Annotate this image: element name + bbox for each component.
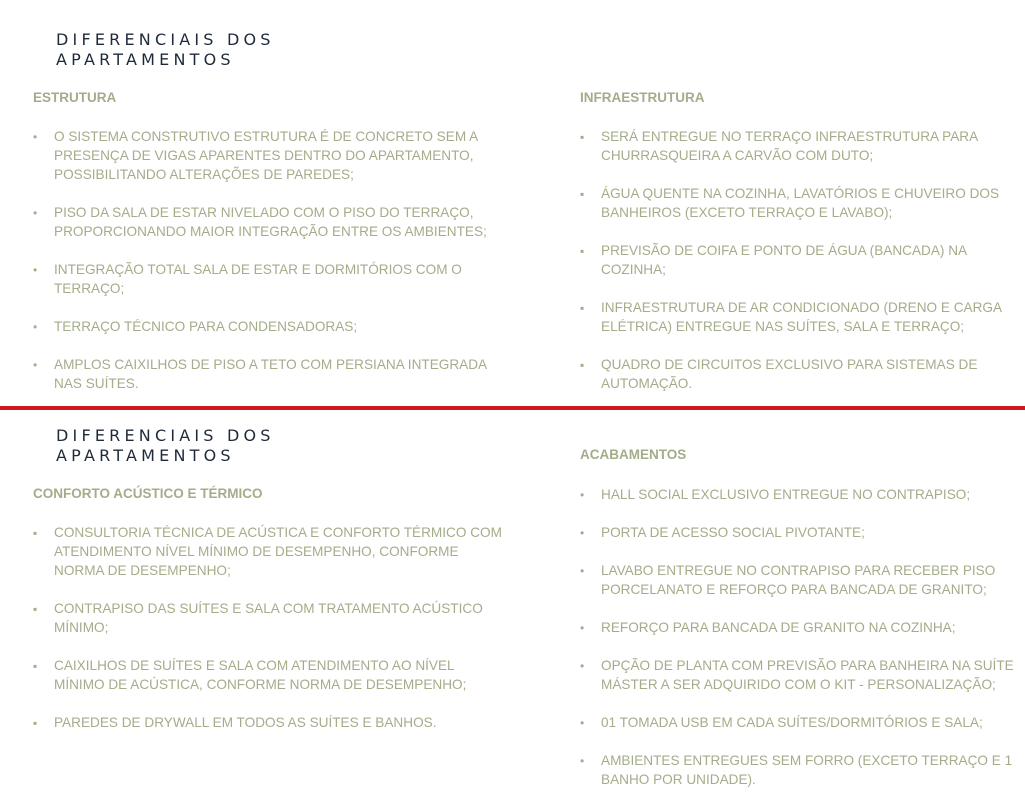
list-item-line: PRESENÇA DE VIGAS APARENTES DENTRO DO APARTAMENTO,: [54, 148, 474, 163]
list-item-line: AMPLOS CAIXILHOS DE PISO A TETO COM PERSIANA INTEGRADA: [54, 357, 488, 372]
list-item-line: MÍNIMO DE ACÚSTICA, CONFORME NORMA DE DESEMPENHO;: [54, 677, 467, 692]
list-item-line: NORMA DE DESEMPENHO;: [54, 563, 231, 578]
bullet-icon: [33, 203, 54, 223]
bullet-icon: [580, 485, 601, 505]
list-item-line: 01 TOMADA USB EM CADA SUÍTES/DORMITÓRIOS E SALA;: [601, 715, 983, 730]
list-item-line: ELÉTRICA) ENTREGUE NAS SUÍTES, SALA E TERRAÇO;: [601, 319, 965, 334]
list-item: [580, 485, 1014, 504]
list-item: [580, 561, 1014, 599]
list-item-line: INFRAESTRUTURA DE AR CONDICIONADO (DRENO E CARGA: [601, 300, 1003, 315]
section-divider: [0, 406, 1025, 410]
bullet-icon: [580, 751, 601, 771]
list-item-line: NAS SUÍTES.: [54, 376, 139, 391]
list-item-line: PREVISÃO DE COIFA E PONTO DE ÁGUA (BANCADA) NA: [601, 243, 968, 258]
list-item-line: CAIXILHOS DE SUÍTES E SALA COM ATENDIMENTO AO NÍVEL: [54, 658, 455, 673]
list-item: [580, 618, 1014, 637]
list-item: [33, 523, 502, 580]
list-item-line: HALL SOCIAL EXCLUSIVO ENTREGUE NO CONTRAPISO;: [601, 487, 971, 502]
section-heading-infraestrutura: INFRAESTRUTURA: [580, 90, 705, 105]
list-item-line: PORCELANATO E REFORÇO PARA BANCADA DE GRANITO;: [601, 582, 987, 597]
list-item-line: CHURRASQUEIRA A CARVÃO COM DUTO;: [601, 148, 874, 163]
bullet-icon: [580, 561, 601, 581]
list-item: [580, 656, 1014, 694]
list-item: [580, 298, 1002, 336]
list-item: [33, 656, 502, 694]
list-item-line: ÁGUA QUENTE NA COZINHA, LAVATÓRIOS E CHUVEIRO DOS: [601, 186, 1000, 201]
list-item-line: O SISTEMA CONSTRUTIVO ESTRUTURA É DE CONCRETO SEM A: [54, 129, 479, 144]
bullet-icon: [580, 523, 601, 543]
bullet-icon: [580, 127, 601, 147]
list-item-line: PORTA DE ACESSO SOCIAL PIVOTANTE;: [601, 525, 865, 540]
list-item: [580, 184, 1002, 222]
bullet-icon: [580, 298, 601, 318]
list-item-line: SERÁ ENTREGUE NO TERRAÇO INFRAESTRUTURA PARA: [601, 129, 979, 144]
bullet-icon: [33, 355, 54, 375]
list-acabamentos: [580, 485, 1014, 789]
list-item: [580, 751, 1014, 789]
list-item-line: MÍNIMO;: [54, 620, 109, 635]
list-item-line: CONTRAPISO DAS SUÍTES E SALA COM TRATAMENTO ACÚSTICO: [54, 601, 483, 616]
list-item: [580, 127, 1002, 165]
list-item-line: BANHO POR UNIDADE).: [601, 772, 756, 787]
list-item-line: COZINHA;: [601, 262, 666, 277]
list-item: [33, 203, 487, 241]
list-item-line: POSSIBILITANDO ALTERAÇÕES DE PAREDES;: [54, 167, 354, 182]
bullet-icon: [33, 260, 54, 280]
list-item-line: TERRAÇO TÉCNICO PARA CONDENSADORAS;: [54, 319, 358, 334]
list-infraestrutura: [580, 127, 1002, 393]
list-conforto: [33, 523, 502, 732]
list-item: [33, 260, 487, 298]
section-heading-estrutura: ESTRUTURA: [33, 90, 117, 105]
bullet-icon: [580, 713, 601, 733]
bullet-icon: [580, 618, 601, 638]
list-item: [580, 523, 1014, 542]
list-item-line: CONSULTORIA TÉCNICA DE ACÚSTICA E CONFORTO TÉRMICO COM: [54, 525, 502, 540]
section-heading-conforto: CONFORTO ACÚSTICO E TÉRMICO: [33, 486, 263, 501]
list-item-line: INTEGRAÇÃO TOTAL SALA DE ESTAR E DORMITÓRIOS COM O: [54, 262, 462, 277]
bullet-icon: [580, 355, 601, 375]
list-item: [33, 599, 502, 637]
bullet-icon: [580, 656, 601, 676]
bullet-icon: [33, 127, 54, 147]
list-item-line: PAREDES DE DRYWALL EM TODOS AS SUÍTES E BANHOS.: [54, 715, 437, 730]
list-item: [33, 127, 487, 184]
page-title: [56, 30, 275, 70]
list-item: [33, 713, 502, 732]
list-item-line: MÁSTER A SER ADQUIRIDO COM O KIT - PERSONALIZAÇÃO;: [601, 677, 996, 692]
list-item-line: AMBIENTES ENTREGUES SEM FORRO (EXCETO TERRAÇO E 1: [601, 753, 1013, 768]
list-item: [580, 713, 1014, 732]
list-item: [33, 355, 487, 393]
title-line: APARTAMENTOS: [56, 446, 235, 465]
list-item-line: ATENDIMENTO NÍVEL MÍNIMO DE DESEMPENHO, CONFORME: [54, 544, 459, 559]
list-item-line: QUADRO DE CIRCUITOS EXCLUSIVO PARA SISTEMAS DE: [601, 357, 978, 372]
list-item-line: PROPORCIONANDO MAIOR INTEGRAÇÃO ENTRE OS AMBIENTES;: [54, 224, 487, 239]
list-item-line: AUTOMAÇÃO.: [601, 376, 693, 391]
list-item: [33, 317, 487, 336]
bullet-icon: [580, 184, 601, 204]
list-estrutura: [33, 127, 487, 393]
list-item-line: OPÇÃO DE PLANTA COM PREVISÃO PARA BANHEIRA NA SUÍTE: [601, 658, 1014, 673]
section-heading-acabamentos: ACABAMENTOS: [580, 447, 687, 462]
bullet-icon: [33, 713, 54, 733]
list-item: [580, 241, 1002, 279]
bullet-icon: [33, 317, 54, 337]
bullet-icon: [580, 241, 601, 261]
bullet-icon: [33, 656, 54, 676]
title-line: DIFERENCIAIS DOS: [56, 426, 275, 445]
title-line: APARTAMENTOS: [56, 50, 235, 69]
list-item-line: TERRAÇO;: [54, 281, 125, 296]
bullet-icon: [33, 599, 54, 619]
bullet-icon: [33, 523, 54, 543]
list-item-line: LAVABO ENTREGUE NO CONTRAPISO PARA RECEBER PISO: [601, 563, 996, 578]
page-title: [56, 426, 275, 466]
list-item: [580, 355, 1002, 393]
list-item-line: PISO DA SALA DE ESTAR NIVELADO COM O PISO DO TERRAÇO,: [54, 205, 474, 220]
list-item-line: REFORÇO PARA BANCADA DE GRANITO NA COZINHA;: [601, 620, 956, 635]
list-item-line: BANHEIROS (EXCETO TERRAÇO E LAVABO);: [601, 205, 893, 220]
title-line: DIFERENCIAIS DOS: [56, 30, 275, 49]
